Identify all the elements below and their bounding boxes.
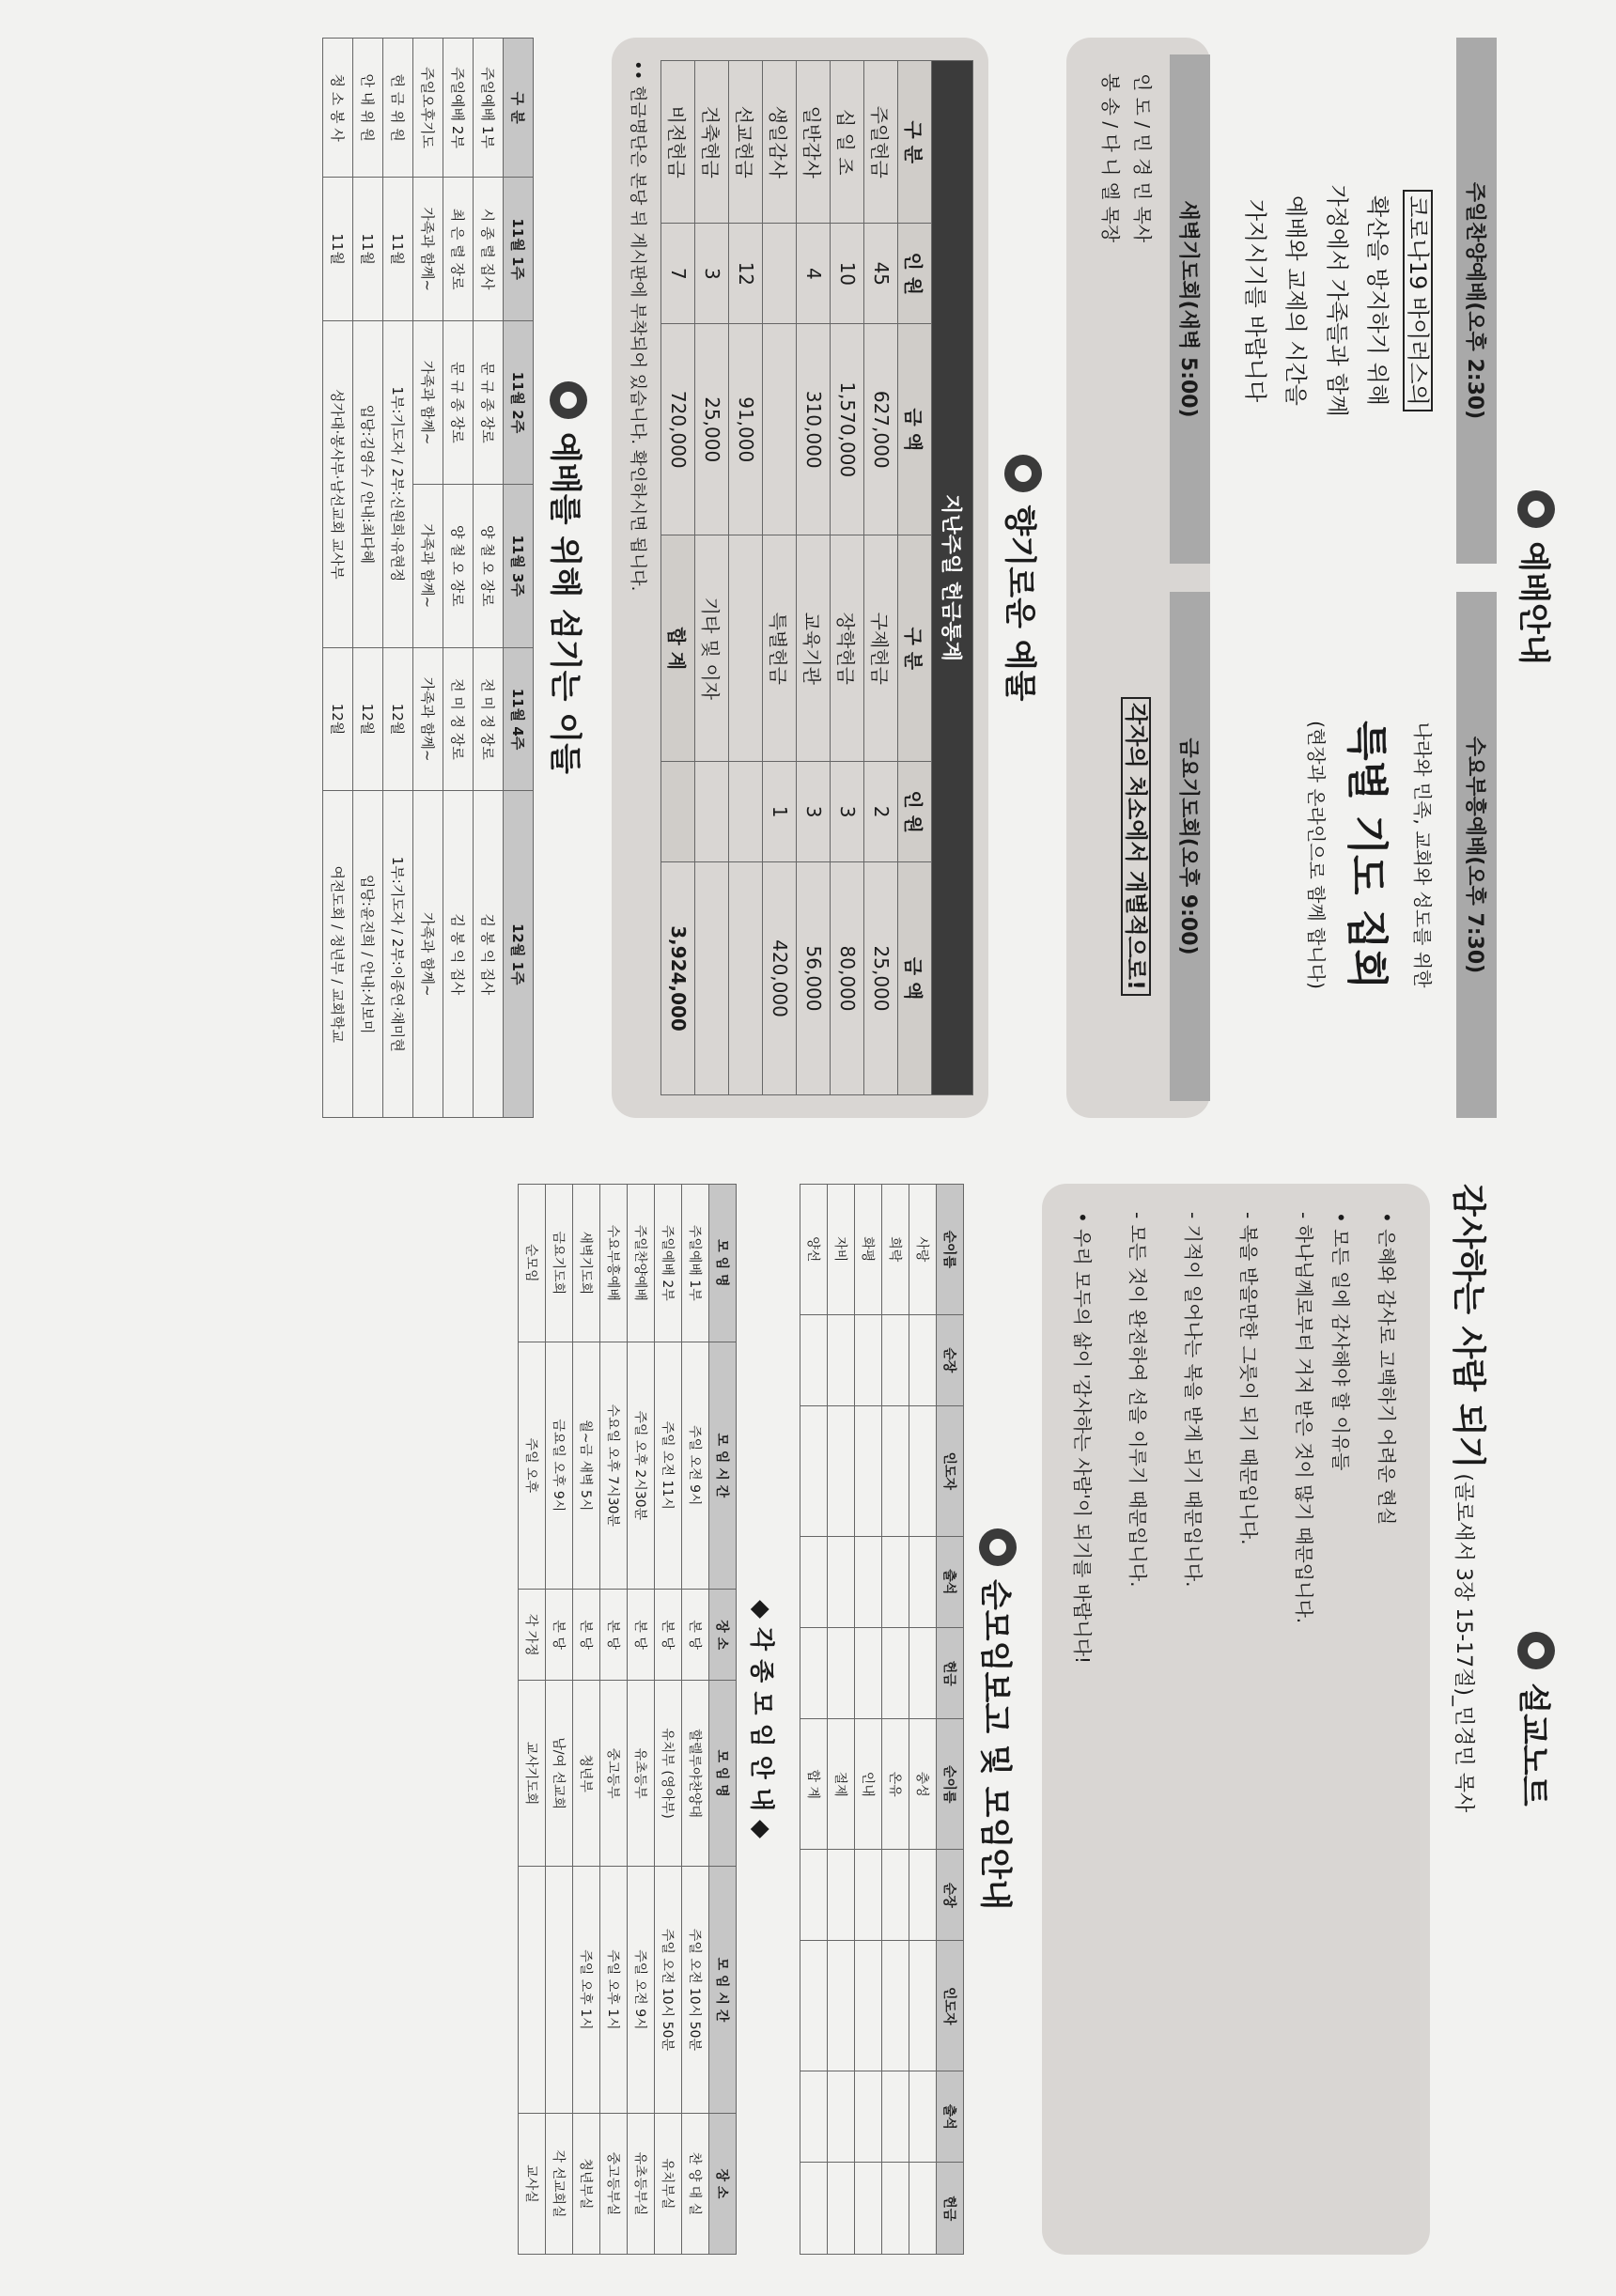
sermon-notes: • 은혜와 감사로 고백하기 어려운 현실 • 모든 일에 감사해야 할 이유들 - 하나님께로부터 거저 받은 것이 많기 때문입니다. - 복을 받을만한 그릇이 되기 때문입니다. - 기적이 일어나는 복을 받게 되기 때문입니다. - 모든 것이 완전하여 선을 이루기 때문입니다. • 우리 모두의 삶이 '감사하는 사람'이 되기를 바랍니다! — [1042, 1184, 1430, 2255]
friday-prayer-bar: 금요기도회(오후 9:00) — [1170, 592, 1210, 1101]
meetings-heading: ◆ 각 종 모 임 안 내 ◆ — [747, 1599, 775, 1839]
meeting-report-table: 순이름 순장 인도자 출석 헌금 순이름 순장 인도자 출석 헌금 사랑 충성 희락 온유 화평 인내 자비 절제 양선 합 계 — [800, 1184, 964, 2255]
table-row: 주일예배 1부 시 종 렬 집사 문 규 종 장로 양 철 오 장로 전 미 정 장로 김 봉 익 집사 — [474, 39, 504, 1118]
sermon-heading: 설교노트 — [1514, 1184, 1560, 2255]
church-logo-icon — [1518, 490, 1556, 528]
table-row: 주일예배 2부 최 은 렬 장로 문 규 종 장로 양 철 오 장로 전 미 정 장로 김 봉 익 집사 — [443, 39, 474, 1118]
offering-table: 지난주일 헌금통계 구 분 인 원 금 액 구 분 인 원 금 액 주일헌금 45 627,000 구제헌금 2 25,000 십 일 조 10 1,570,000 장학헌금 3 80,000 일반감사 4 310,000 교육기관 3 56,000 생일감사 특별헌금 1 420,000 선교헌금 12 91,000 건축헌금 3 25,000 기타 및 이자 비전헌금 7 720,000 합 계 3,924,000 — [660, 60, 973, 1095]
corona-notice: 코로나19 바이러스의 확산을 방지하기 위해 가정에서 가족들과 함께 예배와 교제의 시간을 가지시기를 바랍니다 — [1242, 184, 1431, 417]
table-row: 일반감사 4 310,000 교육기관 3 56,000 — [797, 61, 831, 1095]
dawn-prayer-bar: 새벽기도회(새벽 5:00) — [1170, 54, 1210, 564]
table-row: 주일예배 1부 주일 오전 9시 본 당 할렐루야찬양대 주일 오전 10시 50분 찬 양 대 실 — [682, 1185, 709, 2255]
table-row: 사랑 충성 — [909, 1185, 937, 2255]
servers-heading: 예배를 위해 섬기는 이들 — [545, 38, 591, 1118]
worship-heading: 예배안내 — [1514, 38, 1560, 1118]
church-logo-icon — [550, 381, 587, 419]
meetings-table: 모 임 명 모 임 시 간 장 소 모 임 명 모 임 시 간 장 소 주일예배 1부 주일 오전 9시 본 당 할렐루야찬양대 주일 오전 10시 50분 찬 양 대 실 주일예배 2부 주일 오전 11시 본 당 유치부 (영아부) 주일 오전 10시 50분 유치부실 주일찬양예배 주일 오후 2시30분 본 당 유초등부 주일 오전 9시 유초등부실 수요부흥예배 수요일 오후 7시30분 본 당 중고등부 주일 오후 1시 중고등부실 새벽기도회 월~금 새벽 5시 본 당 청년부 주일 오후 1시 청년부실 금요기도회 금요일 오후 9시 본 당 남/여 선교회 각 선교회실 순모임 주일 오후 각 가정 교사기도회 교사실 — [518, 1184, 737, 2255]
prayer-section: 새벽기도회(새벽 5:00) 인 도 / 민 경 민 목사 봉 송 / 다 니 엘 목장 금요기도회(오후 9:00) 각자의 처소에서 개별적으로! — [1066, 38, 1210, 1118]
table-row: 십 일 조 10 1,570,000 장학헌금 3 80,000 — [831, 61, 864, 1095]
table-row: 주일오후기도 가족과 함께~ 가족과 함께~ 가족과 함께~ 가족과 함께~ 가족과 함께~ — [413, 39, 443, 1118]
friday-prayer-notice: 각자의 처소에서 개별적으로! — [1121, 697, 1151, 996]
table-row: 건축헌금 3 25,000 기타 및 이자 — [695, 61, 729, 1095]
table-row: 금요기도회 금요일 오후 9시 본 당 남/여 선교회 각 선교회실 — [546, 1185, 573, 2255]
sunday-worship-bar: 주일찬양예배(오후 2:30) — [1456, 38, 1497, 564]
table-row: 주일예배 2부 주일 오전 11시 본 당 유치부 (영아부) 주일 오전 10시 50분 유치부실 — [655, 1185, 682, 2255]
table-row: 새벽기도회 월~금 새벽 5시 본 당 청년부 주일 오후 1시 청년부실 — [573, 1185, 600, 2255]
wednesday-worship-bar: 수요부흥예배(오후 7:30) — [1456, 592, 1497, 1118]
meeting-report-heading: 순모임보고 및 모임안내 — [975, 1184, 1021, 2255]
table-row: 생일감사 특별헌금 1 420,000 — [763, 61, 797, 1095]
sermon-reference: (골로새서 3장 15-17절)_민경민 목사 — [1452, 1473, 1475, 1813]
worship-page — [322, 38, 1560, 1118]
church-logo-icon — [980, 1528, 1018, 1566]
sermon-page — [518, 1184, 1560, 2255]
offering-box — [612, 38, 988, 1118]
table-row: 헌 금 위 원 11월 1부:기도자 / 2부:신원희·유현정 12월 1부:기도자 / 2부:이종연·채미현 — [383, 39, 413, 1118]
table-row: 화평 인내 — [855, 1185, 882, 2255]
table-row: 선교헌금 12 91,000 — [729, 61, 763, 1095]
sermon-title: 감사하는 사람 되기 — [1449, 1184, 1487, 1469]
offering-heading: 향기로운 예물 — [1000, 38, 1046, 1118]
table-row: 비전헌금 7 720,000 합 계 3,924,000 — [661, 61, 695, 1095]
church-logo-icon — [1518, 1632, 1556, 1669]
offering-title: 지난주일 헌금통계 — [932, 61, 973, 1095]
table-row: 희락 온유 — [882, 1185, 909, 2255]
servers-table: 구 분 11월 1주 11월 2주 11월 3주 11월 4주 12월 1주 주일예배 1부 시 종 렬 집사 문 규 종 장로 양 철 오 장로 전 미 정 장로 김 봉 익 집사 주일예배 2부 최 은 렬 장로 문 규 종 장로 양 철 오 장로 전 미 정 장로 김 봉 익 집사 주일오후기도 가족과 함께~ 가족과 함께~ 가족과 함께~ 가족과 함께~ 가족과 함께~ 헌 금 위 원 11월 1부:기도자 / 2부:신원희·유현정 12월 1부:기도자 / 2부:이종연·채미현 안 내 위 원 11월 입당:김영수 / 안내:최다혜 12월 입당:윤진희 / 안내:서보미 청 소 봉 사 11월 성가대·봉사부·남선교회 교사부 12월 여전도회 / 청년부 / 교회학교 — [322, 38, 534, 1118]
table-row: 순모임 주일 오후 각 가정 교사기도회 교사실 — [519, 1185, 546, 2255]
table-row: 수요부흥예배 수요일 오후 7시30분 본 당 중고등부 주일 오후 1시 중고등부실 — [600, 1185, 628, 2255]
table-row: 청 소 봉 사 11월 성가대·봉사부·남선교회 교사부 12월 여전도회 / 청년부 / 교회학교 — [323, 39, 353, 1118]
sermon-title-row — [1447, 1184, 1495, 2255]
special-prayer-notice: 나라와 민족, 교회와 성도를 위한 특별 기도 집회 (현장과 온라인으로 함께 합니다) — [1305, 721, 1434, 989]
table-row: 자비 절제 — [828, 1185, 855, 2255]
table-row: 주일헌금 45 627,000 구제헌금 2 25,000 — [864, 61, 898, 1095]
church-logo-icon — [1004, 455, 1042, 492]
table-row: 안 내 위 원 11월 입당:김영수 / 안내:최다혜 12월 입당:윤진희 / 안내:서보미 — [353, 39, 383, 1118]
table-row: 주일찬양예배 주일 오후 2시30분 본 당 유초등부 주일 오전 9시 유초등부실 — [628, 1185, 655, 2255]
offering-note: •• 헌금명단은 본당 뒤 게시판에 부착되어 있습니다. 확인하시면 됩니다. — [628, 60, 648, 592]
table-row: 양선 합 계 — [800, 1185, 828, 2255]
